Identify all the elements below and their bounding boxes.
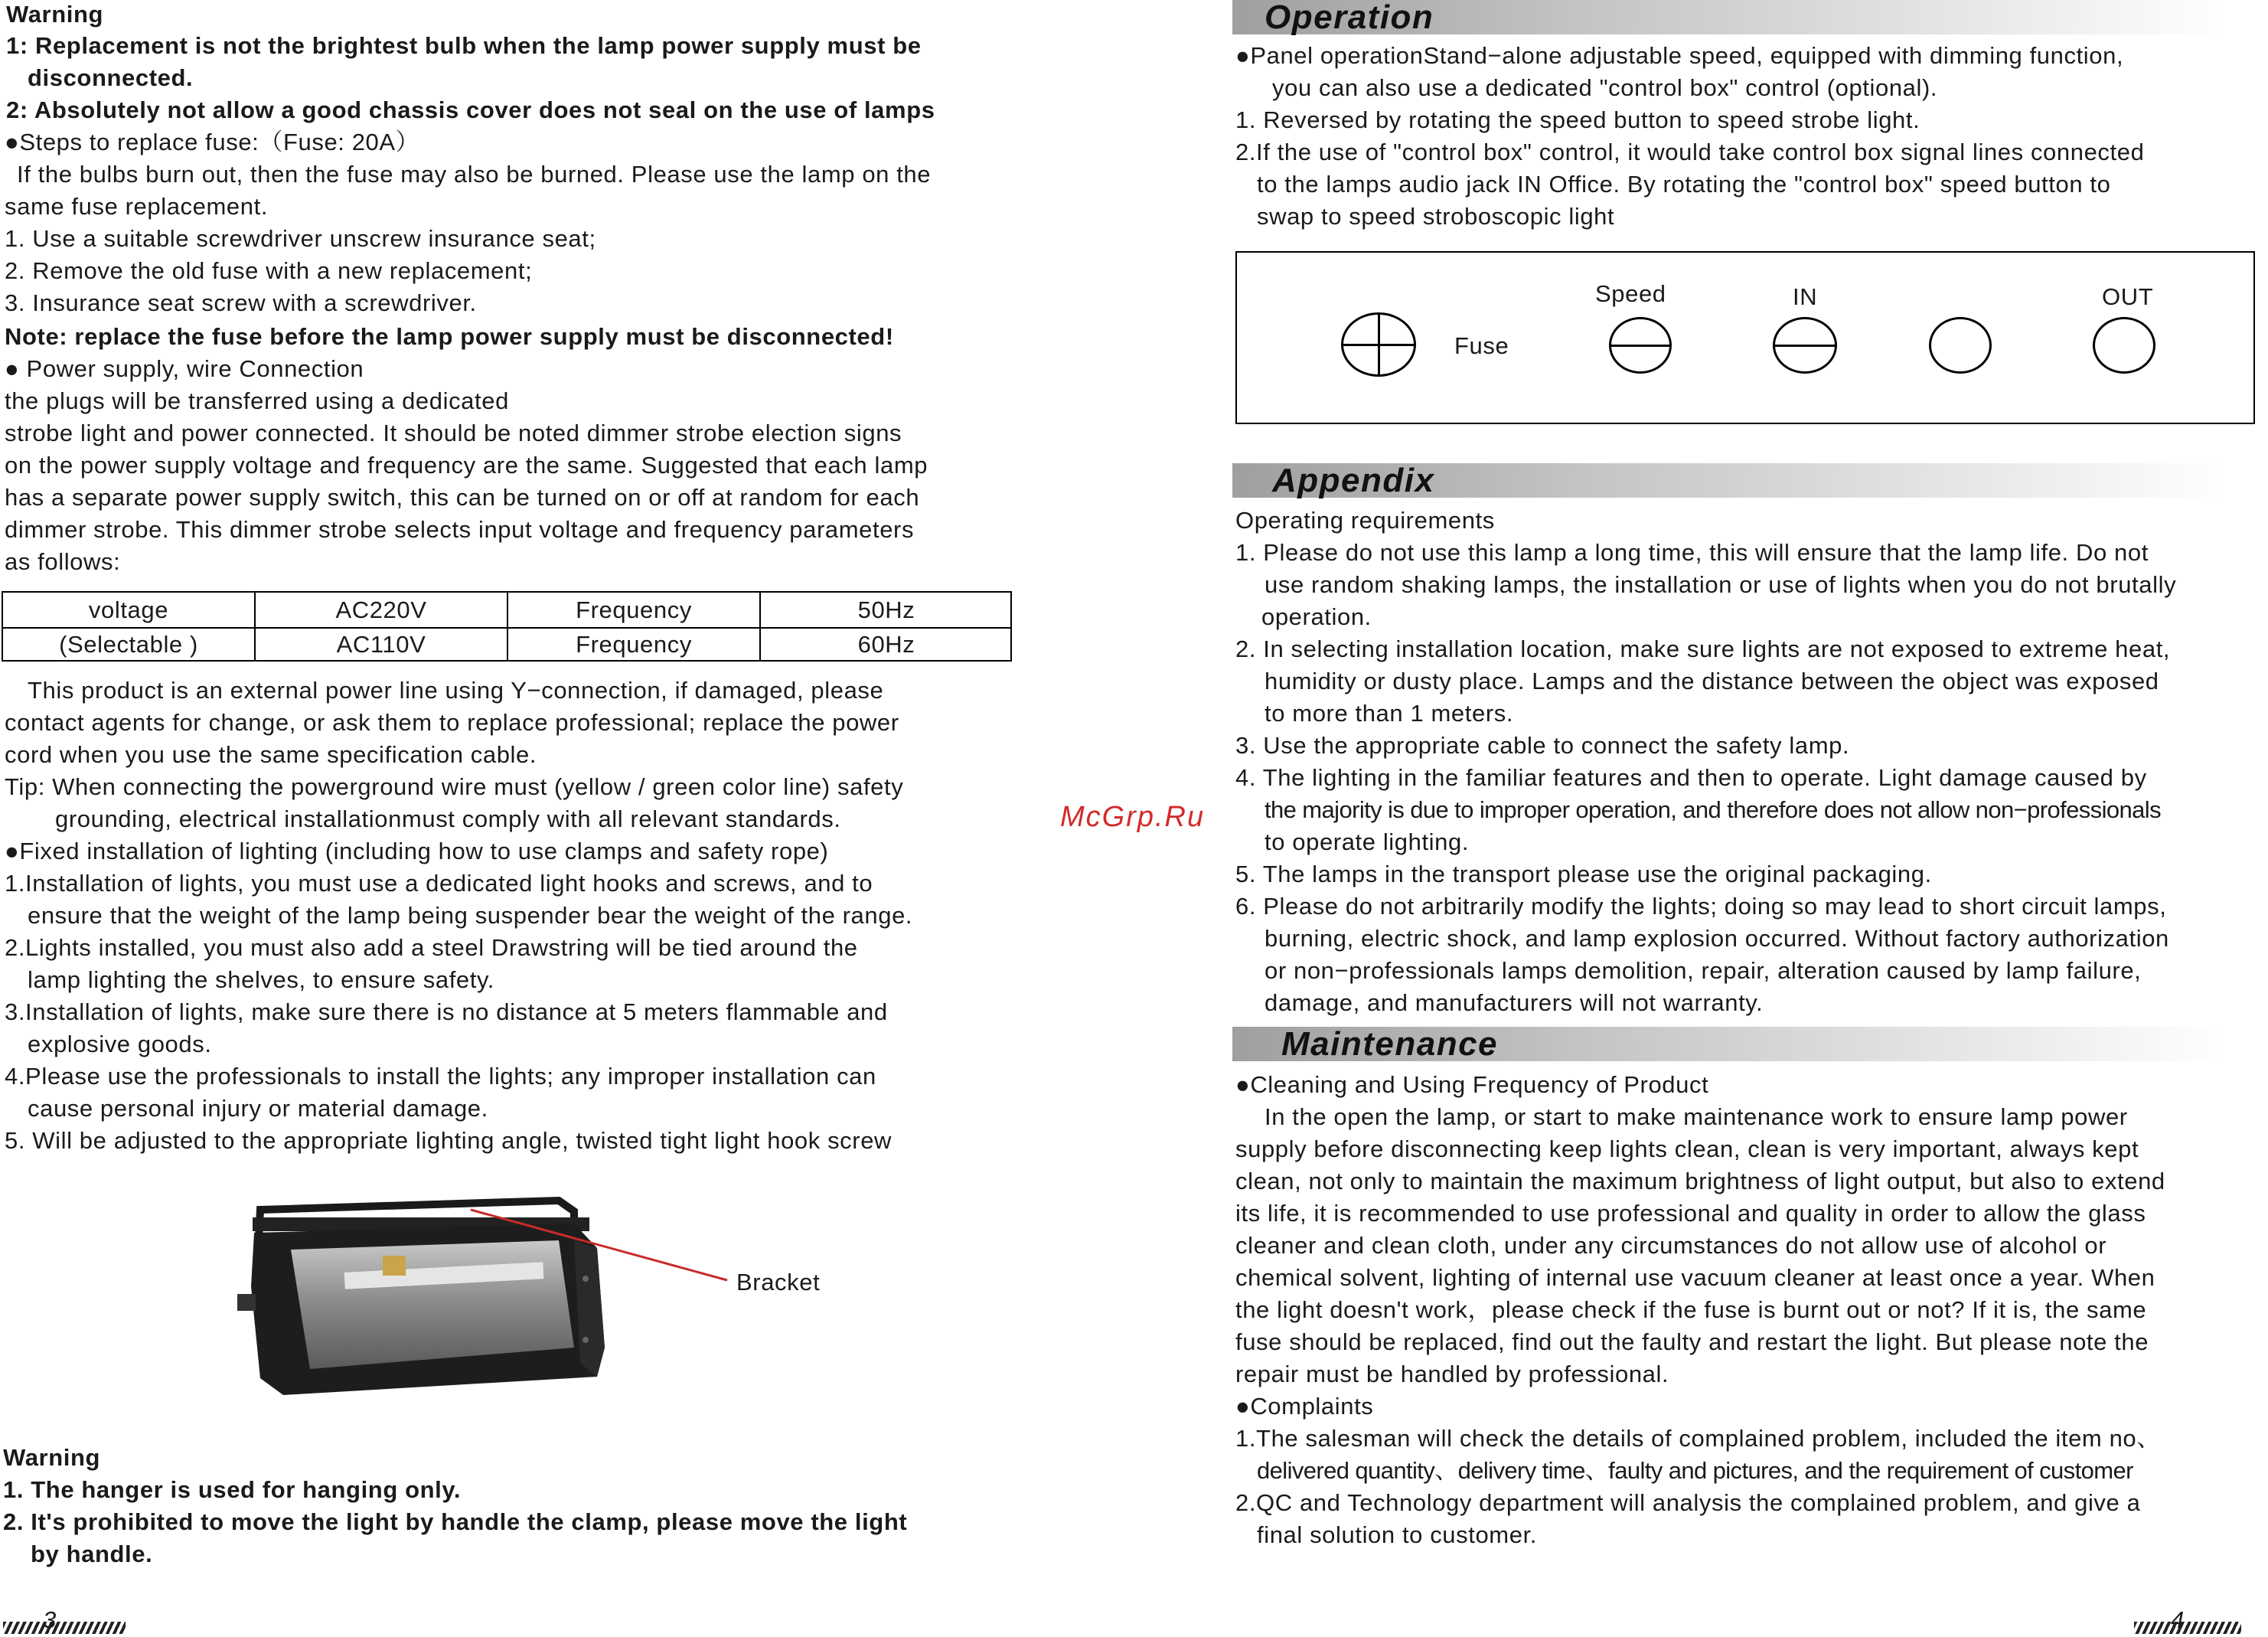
table-row (3, 593, 1010, 627)
list-item: 3. Use the appropriate cable to connect the safety lamp. (1235, 732, 1850, 759)
list-item-cont: use random shaking lamps, the installation or use of lights when you do not brutally (1265, 571, 2177, 598)
table-cell: AC110V (336, 631, 426, 658)
table-cell: AC220V (335, 596, 427, 623)
table-cell: (Selectable ) (59, 631, 198, 658)
list-item: 4.Please use the professionals to install the lights; any improper installation can (5, 1063, 876, 1090)
warning-title: Warning (6, 1, 104, 28)
list-item-cont: swap to speed stroboscopic light (1257, 203, 1615, 230)
table-cell: 50Hz (857, 596, 915, 623)
paragraph-line: cord when you use the same specification cable. (5, 741, 537, 768)
list-item: 1. Please do not use this lamp a long time, this will ensure that the lamp life. Do not (1235, 539, 2149, 566)
list-item: 2.Lights installed, you must also add a steel Drawstring will be tied around the (5, 934, 858, 961)
paragraph-line: If the bulbs burn out, then the fuse may also be burned. Please use the lamp on the (17, 161, 932, 188)
page-footer-stripes (3, 1622, 126, 1634)
paragraph-line: supply before disconnecting keep lights clean, clean is very important, always kept (1235, 1135, 2139, 1162)
list-item: 5. Will be adjusted to the appropriate lighting angle, twisted tight light hook screw (5, 1127, 893, 1154)
list-item-cont: ensure that the weight of the lamp being suspender bear the weight of the range. (28, 902, 913, 929)
paragraph-line: you can also use a dedicated "control box" control (optional). (1272, 74, 1938, 101)
page-number: 3 (43, 1606, 57, 1633)
paragraph-line: ●Panel operationStand−alone adjustable speed, equipped with dimming function, (1235, 42, 2124, 69)
tip-line: Tip: When connecting the powerground wire must (yellow / green color line) safety (5, 773, 904, 800)
list-item: 2.If the use of "control box" control, it would take control box signal lines connected (1235, 139, 2145, 165)
paragraph-line: fuse should be replaced, find out the faulty and restart the light. But please note the (1235, 1328, 2149, 1355)
list-item-cont: cause personal injury or material damage. (28, 1095, 488, 1122)
list-item: 6. Please do not arbitrarily modify the lights; doing so may lead to short circuit lamps, (1235, 893, 2167, 920)
warning-item-cont: disconnected. (28, 64, 194, 91)
table-cell: 60Hz (857, 631, 915, 658)
list-item-cont: to the lamps audio jack IN Office. By rotating the "control box" speed button to (1257, 171, 2111, 198)
warning-item-cont: by handle. (31, 1541, 153, 1567)
list-item-cont: final solution to customer. (1257, 1521, 1537, 1548)
list-item-cont: delivered quantity、delivery time、faulty and pictures, and the requirement of customer (1257, 1457, 2133, 1484)
power-heading: ● Power supply, wire Connection (5, 355, 364, 382)
subheading: Operating requirements (1235, 507, 1495, 534)
section-title: Appendix (1272, 462, 1435, 499)
list-item-cont: humidity or dusty place. Lamps and the distance between the object was exposed (1265, 668, 2159, 694)
list-item: 2. Remove the old fuse with a new replacement; (5, 257, 533, 284)
list-item: 3. Insurance seat screw with a screwdriver. (5, 289, 477, 316)
section-header-maintenance (1232, 1027, 2227, 1061)
list-item: 1.The salesman will check the details of complained problem, included the item no、 (1235, 1425, 2161, 1452)
warning-item: 2. It's prohibited to move the light by handle the clamp, please move the light (3, 1508, 908, 1535)
paragraph-line: In the open the lamp, or start to make maintenance work to ensure lamp power (1265, 1103, 2128, 1130)
list-item: 1.Installation of lights, you must use a dedicated light hooks and screws, and to (5, 870, 873, 897)
section-header-appendix (1232, 463, 2227, 498)
list-item: 4. The lighting in the familiar features and then to operate. Light damage caused by (1235, 764, 2147, 791)
power-spec-table (2, 591, 1012, 662)
warning-item: 1. The hanger is used for hanging only. (3, 1476, 462, 1503)
tip-line: grounding, electrical installationmust comply with all relevant standards. (55, 805, 841, 832)
list-item-cont: to more than 1 meters. (1265, 700, 1514, 727)
paragraph-line: contact agents for change, or ask them to replace professional; replace the power (5, 709, 899, 736)
speed-label: Speed (1595, 280, 1666, 307)
speed-knob-icon (1609, 317, 1672, 374)
fuse-heading: ●Steps to replace fuse:（Fuse: 20A） (5, 129, 420, 155)
paragraph-line: dimmer strobe. This dimmer strobe selects input voltage and frequency parameters (5, 516, 915, 543)
fuse-label: Fuse (1454, 332, 1509, 359)
list-item: 2.QC and Technology department will analysis the complained problem, and give a (1235, 1489, 2141, 1516)
bracket-label: Bracket (736, 1269, 821, 1296)
out-label: OUT (2102, 283, 2154, 310)
section-title: Maintenance (1281, 1025, 1499, 1063)
paragraph-line: same fuse replacement. (5, 193, 269, 220)
paragraph-line: as follows: (5, 548, 121, 575)
page-footer-stripes (2134, 1622, 2241, 1634)
subheading: ●Complaints (1235, 1393, 1374, 1420)
list-item: 1. Reversed by rotating the speed button to speed strobe light. (1235, 106, 1920, 133)
warning-title: Warning (3, 1444, 101, 1471)
paragraph-line: has a separate power supply switch, this can be turned on or off at random for each (5, 484, 920, 511)
warning-item: 2: Absolutely not allow a good chassis cover does not seal on the use of lamps (6, 96, 935, 123)
section-title: Operation (1265, 0, 1434, 36)
paragraph-line: the plugs will be transferred using a dedicated (5, 387, 509, 414)
in-label: IN (1793, 283, 1818, 310)
list-item-cont: or non−professionals lamps demolition, repair, alteration caused by lamp failure, (1265, 957, 2142, 984)
control-panel-diagram (1235, 251, 2255, 424)
list-item: 5. The lamps in the transport please use the original packaging. (1235, 861, 1932, 887)
list-item-cont: lamp lighting the shelves, to ensure safety. (28, 966, 494, 993)
table-row (3, 627, 1010, 663)
fuse-knob-icon (1341, 312, 1416, 377)
note: Note: replace the fuse before the lamp power supply must be disconnected! (5, 323, 894, 350)
list-item: 3.Installation of lights, make sure there is no distance at 5 meters flammable and (5, 998, 888, 1025)
paragraph-line: on the power supply voltage and frequency are the same. Suggested that each lamp (5, 452, 928, 479)
list-item-cont: to operate lighting. (1265, 828, 1470, 855)
in-jack-icon (1773, 317, 1837, 374)
list-item-cont: the majority is due to improper operation, and therefore does not allow non−professionals (1265, 796, 2161, 823)
paragraph-line: cleaner and clean cloth, under any circumstances do not allow use of alcohol or (1235, 1232, 2107, 1259)
warning-item: 1: Replacement is not the brightest bulb when the lamp power supply must be (6, 32, 922, 59)
paragraph-line: This product is an external power line using Y−connection, if damaged, please (28, 677, 884, 704)
fixed-heading: ●Fixed installation of lighting (including how to use clamps and safety rope) (5, 838, 829, 864)
list-item-cont: damage, and manufacturers will not warranty. (1265, 989, 1764, 1016)
paragraph-line: strobe light and power connected. It should be noted dimmer strobe election signs (5, 420, 902, 446)
paragraph-line: clean, not only to maintain the maximum brightness of light output, but also to extend (1235, 1168, 2165, 1194)
out-jack-icon (2093, 317, 2155, 374)
list-item-cont: operation. (1261, 603, 1372, 630)
watermark: McGrp.Ru (1060, 801, 1206, 833)
paragraph-line: chemical solvent, lighting of internal use vacuum cleaner at least once a year. When (1235, 1264, 2155, 1291)
section-header-operation (1232, 0, 2227, 34)
list-item: 2. In selecting installation location, make sure lights are not exposed to extreme heat, (1235, 636, 2171, 662)
paragraph-line: its life, it is recommended to use professional and quality in order to allow the glass (1235, 1200, 2146, 1227)
page-number: 4 (2171, 1606, 2185, 1633)
table-cell: Frequency (576, 631, 692, 658)
subheading: ●Cleaning and Using Frequency of Product (1235, 1071, 1709, 1098)
list-item-cont: burning, electric shock, and lamp explosion occurred. Without factory authorization (1265, 925, 2169, 952)
paragraph-line: repair must be handled by professional. (1235, 1361, 1669, 1387)
table-cell: voltage (88, 596, 169, 623)
table-cell: Frequency (576, 596, 692, 623)
list-item: 1. Use a suitable screwdriver unscrew insurance seat; (5, 225, 596, 252)
unlabeled-socket-icon (1929, 317, 1992, 374)
paragraph-line: the light doesn't work，please check if the fuse is burnt out or not? If it is, the same (1235, 1296, 2147, 1323)
list-item-cont: explosive goods. (28, 1031, 212, 1057)
